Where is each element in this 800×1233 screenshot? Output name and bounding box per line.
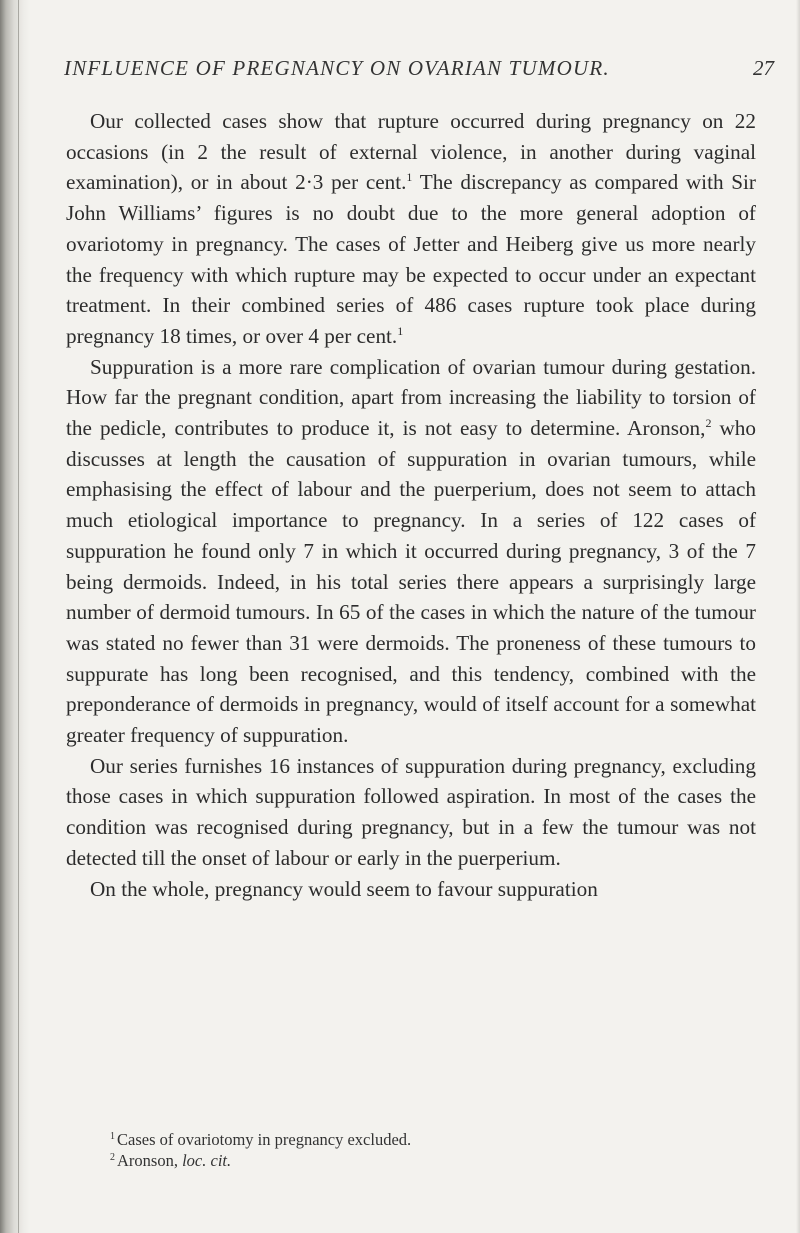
page-number: 27 (753, 56, 774, 80)
footnote-ref: 2 (705, 415, 712, 430)
footnote-ref: 1 (406, 170, 413, 185)
footnote-mark: 1 (110, 1130, 115, 1142)
body-text (66, 106, 756, 904)
running-title: INFLUENCE OF PREGNANCY ON OVARIAN TUMOUR. (64, 56, 610, 80)
paragraph-text: The discrepancy as compared with Sir John Williams’ figures is no doubt due to the more general adoption of ovariotomy in pregnancy. The cases of Jetter and Heiberg give us more nearly the frequency with which rupture may be expected to occur under an expectant treatment. In their combined series of 486 cases rupture took place during pregnancy 18 times, or over 4 per cent. (66, 170, 756, 348)
footnote-ref: 1 (397, 323, 404, 338)
footnote-text: Aronson, (117, 1151, 183, 1170)
paragraph-text: who discusses at length the causation of suppuration in ovarian tumours, while emphasising the effect of labour and the puerperium, does not seem to attach much etiological importance to pregnancy. In a series of 122 cases of suppuration he found only 7 in which it occurred during pregnancy, 3 of the 7 being dermoids. Indeed, in his total series there appears a surprisingly large number of dermoid tumours. In 65 of the cases in which the nature of the tumour was stated no fewer than 31 were dermoids. The proneness of these tumours to suppurate has long been recognised, and this tendency, combined with the preponderance of dermoids in pregnancy, would of itself account for a somewhat greater frequency of suppuration. (66, 416, 756, 748)
paragraph-suppuration (66, 352, 756, 751)
footnote-2 (110, 1150, 750, 1171)
running-header (64, 56, 774, 81)
binding-gutter (0, 0, 30, 1233)
paragraph-rupture (66, 106, 756, 352)
paragraph-on-the-whole (66, 874, 756, 905)
paragraph-text: Our series furnishes 16 instances of suppuration during pregnancy, excluding those cases in which suppuration followed aspiration. In most of the cases the condition was recognised during pregnancy, but in a few the tumour was not detected till the onset of labour or early in the puerperium. (66, 753, 756, 870)
gutter-line (18, 0, 19, 1233)
paragraph-text: Our collected cases show that rupture occurred during pregnancy on 22 occasions (in 2 the result of external violence, in another during vaginal examination), or in about 2·3 per cent. (66, 109, 756, 195)
paragraph-text: Suppuration is a more rare complication of ovarian tumour during gestation. How far the pregnant condition, apart from increasing the liability to torsion of the pedicle, contributes to produce it, is not easy to determine. Aronson, (66, 354, 756, 441)
paragraph-our-series (66, 751, 756, 874)
footnote-mark: 2 (110, 1151, 115, 1163)
footnote-1 (110, 1129, 750, 1150)
page-edge (796, 0, 800, 1233)
footnotes (110, 1129, 750, 1171)
paragraph-text: On the whole, pregnancy would seem to favour suppuration (90, 876, 598, 901)
footnote-citation: loc. cit. (182, 1151, 232, 1170)
footnote-text: Cases of ovariotomy in pregnancy excluded. (117, 1130, 412, 1149)
